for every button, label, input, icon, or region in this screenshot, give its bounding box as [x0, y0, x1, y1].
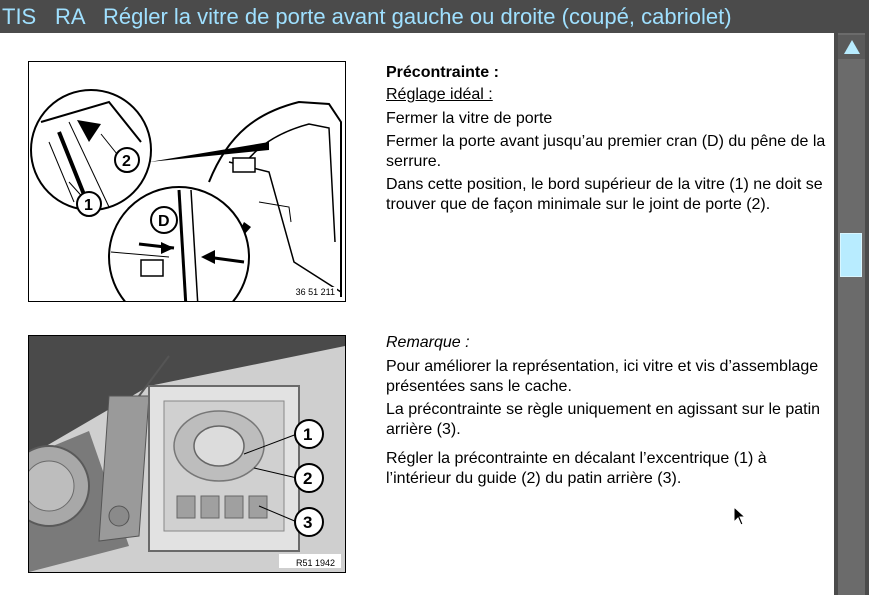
scroll-track[interactable]: [838, 33, 865, 595]
title-prefix: TIS: [2, 4, 37, 29]
scroll-up-button[interactable]: [838, 35, 865, 59]
svg-text:1: 1: [303, 425, 313, 444]
section-precontrainte: [386, 63, 826, 215]
triangle-up-icon: [843, 39, 861, 55]
door-window-drawing: [29, 62, 345, 301]
figure-id-label: 36 51 211: [295, 287, 335, 297]
note-paragraph: Pour améliorer la représentation, ici vitre et vis d’assemblage présentées sans le cache.: [386, 358, 819, 395]
vertical-scrollbar[interactable]: [834, 33, 869, 595]
svg-text:2: 2: [122, 153, 131, 170]
svg-text:D: D: [158, 213, 170, 230]
scroll-thumb[interactable]: [840, 233, 862, 277]
figure-door-window: [28, 61, 346, 302]
step-item: Dans cette position, le bord supérieur de la vitre (1) ne doit se trouver que de façon minimale sur le joint de porte (2).: [386, 176, 823, 213]
step-item: Fermer la vitre de porte: [386, 110, 553, 127]
section-remarque: [386, 333, 826, 489]
mouse-pointer-icon: [733, 506, 747, 526]
svg-text:2: 2: [303, 469, 313, 488]
note-paragraph: Régler la précontrainte en décalant l’excentrique (1) à l’intérieur du guide (2) du patin arrière (3).: [386, 450, 767, 487]
regulator-photo: [29, 336, 345, 572]
title-section: RA: [55, 4, 86, 29]
svg-text:3: 3: [303, 513, 313, 532]
svg-text:1: 1: [84, 197, 93, 214]
content-area: [0, 33, 834, 595]
section-heading: Précontrainte :: [386, 64, 499, 81]
figure-regulator-photo: [28, 335, 346, 573]
step-item: Fermer la porte avant jusqu’au premier cran (D) du pêne de la serrure.: [386, 133, 826, 170]
title-bar: [0, 0, 869, 33]
section-heading: Remarque :: [386, 334, 470, 351]
note-paragraph: La précontrainte se règle uniquement en agissant sur le patin arrière (3).: [386, 401, 821, 438]
page-title: Régler la vitre de porte avant gauche ou droite (coupé, cabriolet): [103, 4, 732, 29]
section-subheading: Réglage idéal :: [386, 86, 493, 103]
figure-id-label: R51 1942: [295, 558, 335, 568]
